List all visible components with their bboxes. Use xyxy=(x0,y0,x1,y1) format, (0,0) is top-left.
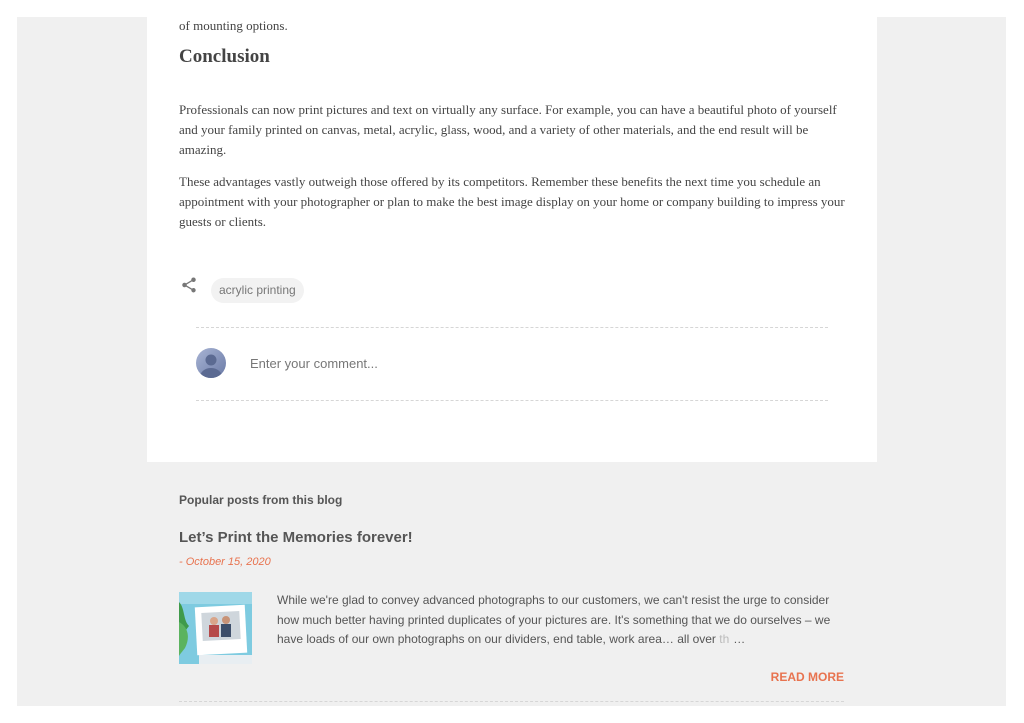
popular-post-divider xyxy=(179,701,844,702)
popular-post-title[interactable]: Let’s Print the Memories forever! xyxy=(179,529,413,546)
article-intro-tail: of mounting options. xyxy=(179,18,288,33)
snippet-ellipsis: … xyxy=(733,632,746,646)
snippet-fade: th xyxy=(715,632,730,646)
comment-divider-bottom xyxy=(196,400,828,401)
article-paragraph-2: These advantages vastly outweigh those offered by its competitors. Remember these benefits the next time you schedule an appointment with your photographer or plan to make the best image display on your home or company building to impress your guests or clients. xyxy=(179,174,845,229)
comment-input[interactable] xyxy=(240,352,660,374)
article-paragraph-1: Professionals can now print pictures and text on virtually any surface. For example, you can have a beautiful photo of yourself and your family printed on canvas, metal, acrylic, glass, wood, and a variety of other materials, and the end result will be amazing. xyxy=(179,102,837,157)
label-chip-acrylic-printing[interactable]: acrylic printing xyxy=(211,278,304,303)
share-icon[interactable] xyxy=(180,276,198,294)
popular-post-snippet xyxy=(277,591,844,650)
user-avatar-icon xyxy=(196,348,226,378)
popular-posts-title: Popular posts from this blog xyxy=(179,493,343,507)
popular-post-date: - October 15, 2020 xyxy=(179,556,271,568)
popular-post-thumbnail[interactable] xyxy=(179,592,252,664)
conclusion-heading: Conclusion xyxy=(179,46,270,67)
snippet-text: While we're glad to convey advanced photographs to our customers, we can't resist the urge to consider how much better having printed duplicates of your pictures are. It's something that we do ourselves – we have loads of our own photographs on our dividers, end table, work area… all over xyxy=(277,593,831,646)
read-more-link[interactable]: READ MORE xyxy=(770,670,844,684)
comment-divider-top xyxy=(196,327,828,328)
